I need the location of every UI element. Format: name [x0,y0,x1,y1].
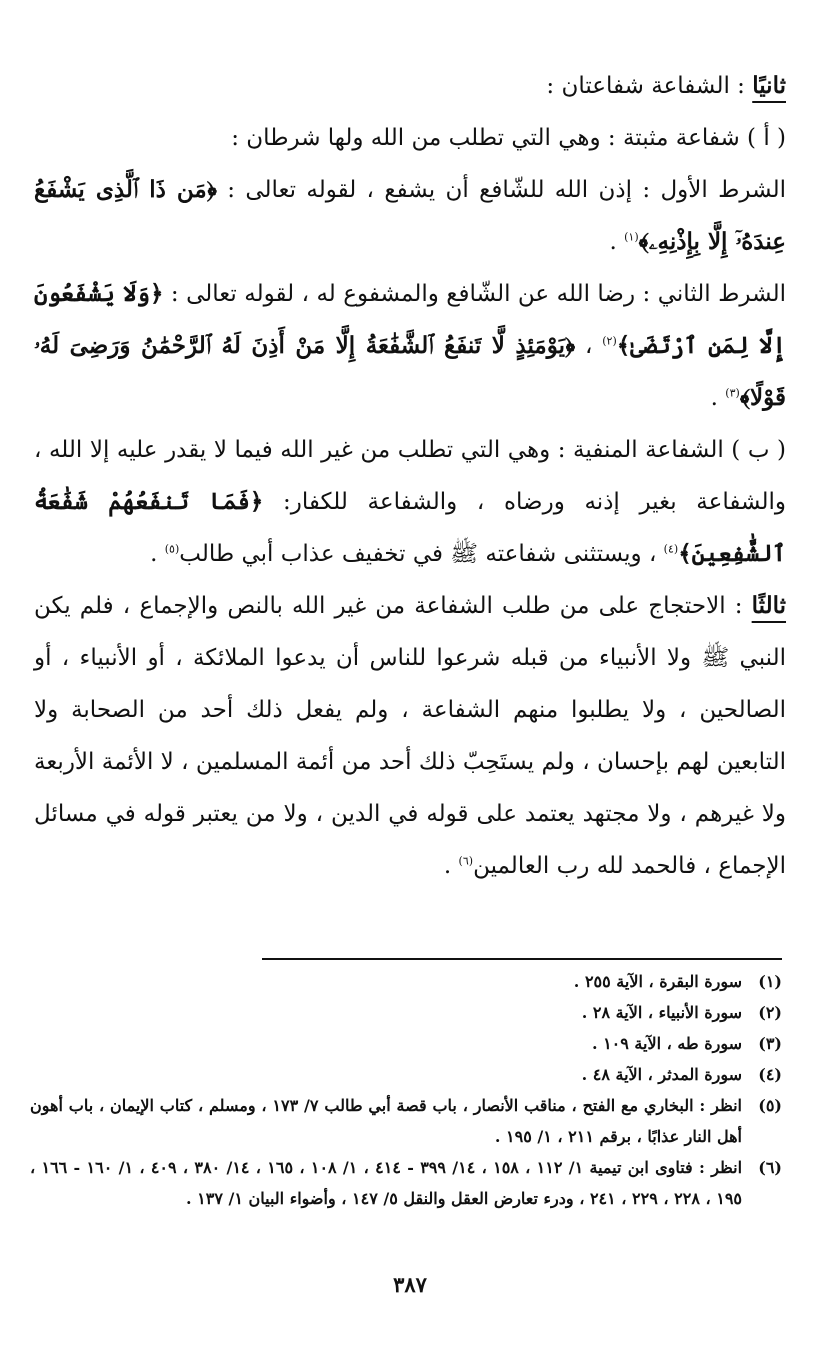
sentence-end: . [710,385,726,411]
footnote-text: سورة المدثر ، الآية ٤٨ . [581,1065,742,1084]
footnote-number: (٦) [758,1158,782,1177]
footnote [30,1152,782,1214]
footnote-ref: (٥) [164,542,180,556]
section-3-label: ثالثًا [751,592,787,619]
sentence-end: . [609,229,625,255]
footnote-text: سورة الأنبياء ، الآية ٢٨ . [581,1003,742,1022]
section-3-text: الاحتجاج على من طلب الشفاعة من غير الله بالنص والإجماع ، فلم يكن النبي ﷺ ولا الأنبياء من قبله شرعوا للناس أن يدعوا الملائكة ، أو الأنبياء ، أو الصالحين ، ولا يطلبوا منهم الشفاعة ، ولم يفعل ذلك أحد من الصحابة ولا التابعين لهم بإحسان ، ولم يستَحِبّ ذلك أحد من أئمة المسلمين ، لا الأئمة الأربعة ولا غيرهم ، ولا مجتهد يعتمد على قوله في الدين ، ولا من يعتبر قوله في مسائل الإجماع ، فالحمد لله رب العالمين [34,593,786,879]
quran-verse: ﴿فَمَا تَنفَعُهُمْ شَفَٰعَةُ ٱلشَّٰفِعِينَ﴾ [34,488,786,567]
section-2-heading [34,60,786,112]
footnote [30,1090,782,1152]
paragraph-b-text-2: ، ويستثنى شفاعته ﷺ في تخفيف عذاب أبي طالب [179,541,664,567]
paragraph-b-text: ( ب ) الشفاعة المنفية : وهي التي تطلب من غير الله فيما لا يقدر عليه إلا الله ، والشفاعة بغير إذنه ورضاه ، والشفاعة للكفار: [34,437,786,515]
footnote-ref: (٢) [602,334,617,348]
page-body [34,60,786,892]
quran-verse: ﴿وَلَا يَشْفَعُونَ إِلَّا لِمَنِ ٱرْتَضَىٰ﴾ [34,280,787,359]
footnote [30,1059,782,1090]
sentence-end: . [443,853,459,879]
page-number: ٣٨٧ [393,1272,427,1297]
paragraph-b [34,424,786,580]
footnote-number: (٢) [758,1003,782,1022]
section-2-label: ثانيًا [752,72,786,99]
footnote-text: سورة طه ، الآية ١٠٩ . [591,1034,742,1053]
footnote-text: انظر : فتاوى ابن تيمية ١/ ١١٢ ، ١٥٨ ، ١٤/ ٣٩٩ - ٤١٤ ، ١/ ١٠٨ ، ١٦٥ ، ١٤/ ٣٨٠ ، ٤٠٩ ، ١/ ١٦٠ - ١٦٦ ، ١٩٥ ، ٢٢٨ ، ٢٢٩ ، ٢٤١ ، ودرء تعارض العقل والنقل ٥/ ١٤٧ ، وأضواء البيان ١/ ١٣٧ . [30,1158,743,1208]
footnote-number: (١) [758,972,782,991]
footnote-number: (٥) [758,1096,782,1115]
footnotes [30,966,782,1214]
footnote-ref: (٤) [663,542,679,556]
footnote-ref: (٣) [725,386,740,400]
footnote-text: انظر : البخاري مع الفتح ، مناقب الأنصار ، باب قصة أبي طالب ٧/ ١٧٣ ، ومسلم ، كتاب الإيمان ، باب أهون أهل النار عذابًا ، برقم ٢١١ ، ١/ ١٩٥ . [30,1096,743,1146]
footnote-divider [262,958,782,960]
quran-verse: ﴿مَن ذَا ٱلَّذِى يَشْفَعُ عِندَهُۥٓ إِلَّا بِإِذْنِهِۦ﴾ [34,176,786,255]
paragraph-a: ( أ ) شفاعة مثبتة : وهي التي تطلب من الله ولها شرطان : [231,125,786,151]
footnote [30,966,782,997]
footnote [30,997,782,1028]
footnote-number: (٣) [758,1034,782,1053]
sentence-end: . [150,541,165,567]
paragraph-condition-1 [34,164,786,268]
section-2-title: الشفاعة شفاعتان : [546,73,730,99]
condition-1-text: الشرط الأول : إذن الله للشّافع أن يشفع ، لقوله تعالى : [216,177,786,203]
section-3-colon: : [725,593,752,619]
section-2-colon: : [729,73,753,99]
footnote-number: (٤) [758,1065,782,1084]
footnote-text: سورة البقرة ، الآية ٢٥٥ . [573,972,742,991]
footnote-ref: (٦) [458,854,474,868]
footnote [30,1028,782,1059]
condition-2-text: الشرط الثاني : رضا الله عن الشّافع والمشفوع له ، لقوله تعالى : [163,281,786,307]
paragraph-condition-2 [34,268,786,424]
separator: ، [575,333,603,359]
quran-verse: ﴿يَوْمَئِذٍ لَّا تَنفَعُ ٱلشَّفَٰعَةُ إِلَّا مَنْ أَذِنَ لَهُ ٱلرَّحْمَٰنُ وَرَضِىَ لَهُۥ قَوْلًا﴾ [34,332,786,411]
section-3-paragraph [34,580,786,892]
footnote-ref: (١) [624,230,639,244]
